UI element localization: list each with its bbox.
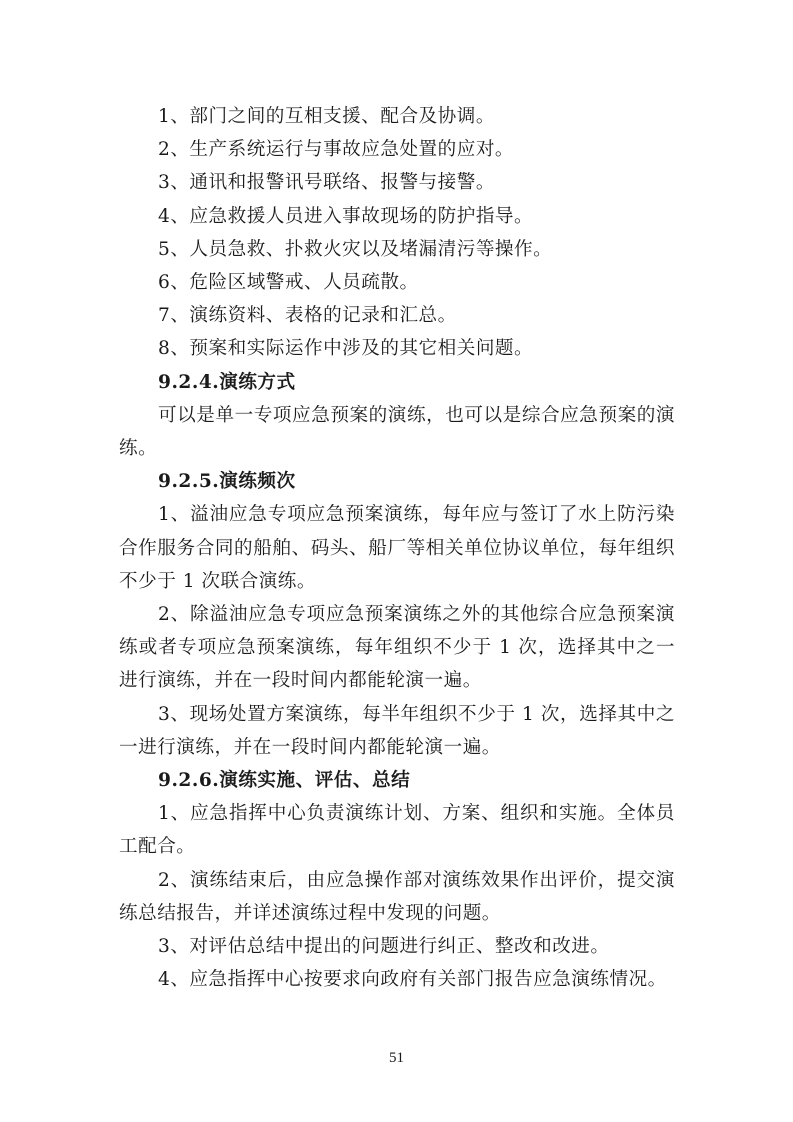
paragraph: 2、除溢油应急专项应急预案演练之外的其他综合应急预案演练或者专项应急预案演练，每年组织不少于 1 次，选择其中之一进行演练，并在一段时间内都能轮演一遍。 (119, 604, 675, 692)
list-item: 5、人员急救、扑救火灾以及堵漏清污等操作。 (158, 238, 553, 260)
paragraph: 1、应急指挥中心负责演练计划、方案、组织和实施。全体员工配合。 (119, 803, 675, 858)
list-item: 3、通讯和报警讯号联络、报警与接警。 (158, 172, 495, 194)
document-page (119, 100, 675, 996)
list-item: 4、应急救援人员进入事故现场的防护指导。 (158, 205, 534, 227)
section-heading-drill-method: 9.2.4.演练方式 (158, 371, 296, 393)
list-item: 7、演练资料、表格的记录和汇总。 (158, 305, 457, 327)
list-item: 8、预案和实际运作中涉及的其它相关问题。 (158, 338, 534, 360)
list-item: 2、生产系统运行与事故应急处置的应对。 (158, 139, 515, 161)
list-item: 6、危险区域警戒、人员疏散。 (158, 272, 419, 294)
section-heading-drill-frequency: 9.2.5.演练频次 (158, 471, 296, 493)
paragraph: 1、溢油应急专项应急预案演练，每年应与签订了水上防污染合作服务合同的船舶、码头、船厂等相关单位协议单位，每年组织不少于 1 次联合演练。 (119, 504, 675, 592)
paragraph: 3、对评估总结中提出的问题进行纠正、整改和改进。 (158, 936, 610, 958)
paragraph: 4、应急指挥中心按要求向政府有关部门报告应急演练情况。 (158, 969, 667, 991)
paragraph: 3、现场处置方案演练，每半年组织不少于 1 次，选择其中之一进行演练，并在一段时间内都能轮演一遍。 (119, 703, 675, 758)
page-number: 51 (389, 1050, 404, 1066)
paragraph: 可以是单一专项应急预案的演练，也可以是综合应急预案的演练。 (119, 404, 675, 460)
list-item: 1、部门之间的互相支援、配合及协调。 (158, 106, 495, 127)
section-heading-drill-implementation: 9.2.6.演练实施、评估、总结 (158, 770, 411, 792)
paragraph: 2、演练结束后，由应急操作部对演练效果作出评价，提交演练总结报告，并详述演练过程中发现的问题。 (119, 869, 675, 924)
